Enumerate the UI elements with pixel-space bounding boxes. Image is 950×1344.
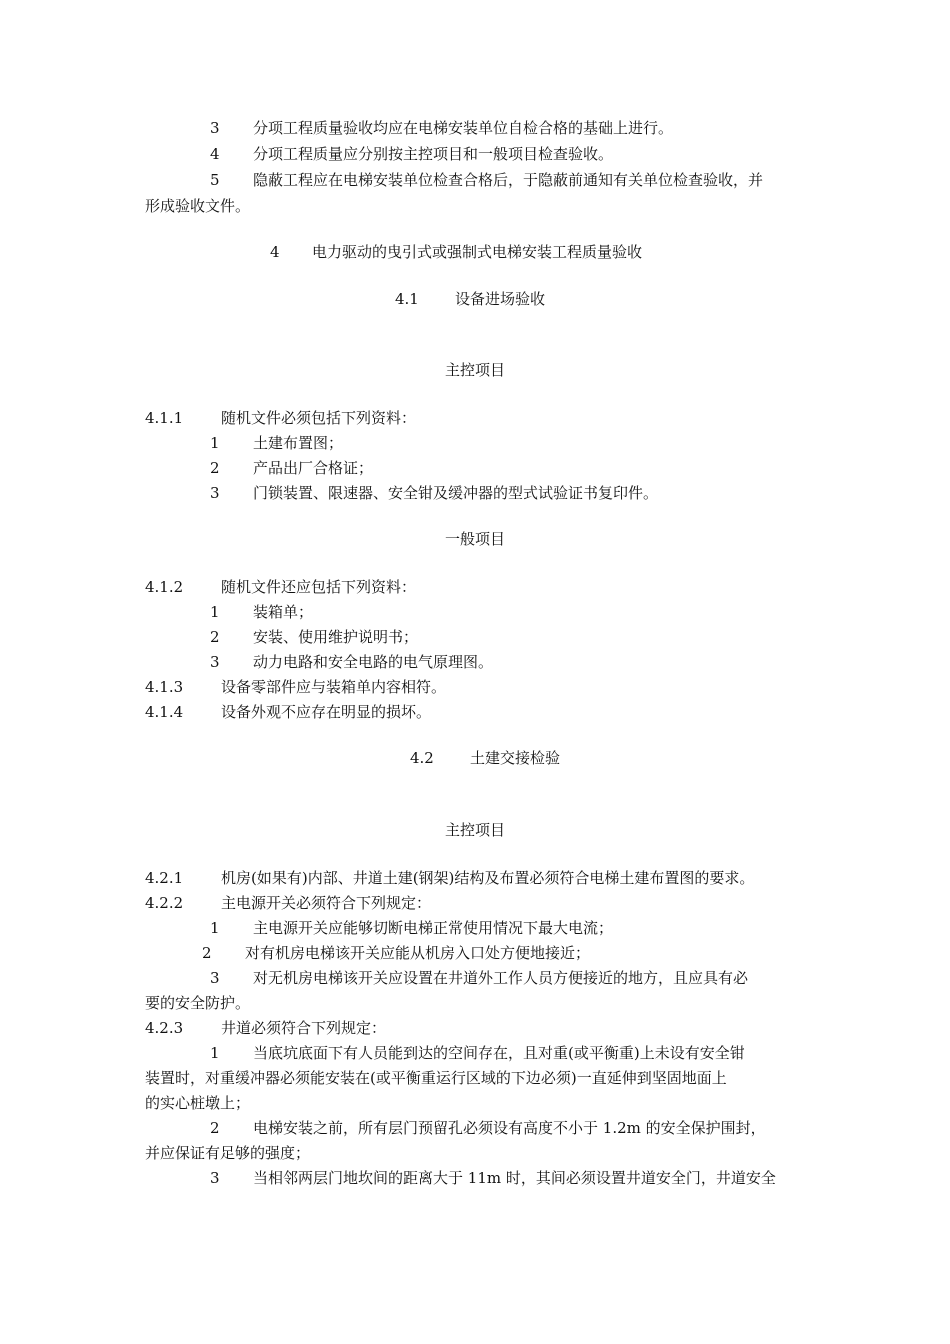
list-item: 3 动力电路和安全电路的电气原理图。 <box>210 653 494 671</box>
list-item: 3 分项工程质量验收均应在电梯安装单位自检合格的基础上进行。 <box>210 119 674 137</box>
list-item: 1 装箱单； <box>210 603 314 621</box>
clause: 4.1.1 随机文件必须包括下列资料： <box>145 409 417 427</box>
list-item-continuation: 要的安全防护。 <box>145 994 251 1012</box>
list-item: 2 安装、使用维护说明书； <box>210 628 419 646</box>
chapter-heading: 4 电力驱动的曳引式或强制式电梯安装工程质量验收 <box>270 243 643 261</box>
section-heading: 4.2 土建交接检验 <box>410 749 561 767</box>
clause: 4.2.2 主电源开关必须符合下列规定： <box>145 894 432 912</box>
clause: 4.2.3 井道必须符合下列规定： <box>145 1019 387 1037</box>
clause: 4.1.4 设备外观不应存在明显的损坏。 <box>145 703 432 721</box>
list-item-continuation: 装置时，对重缓冲器必须能安装在(或平衡重运行区域的下边必须)一直延伸到坚固地面上 <box>145 1069 727 1087</box>
list-item: 3 门锁装置、限速器、安全钳及缓冲器的型式试验证书复印件。 <box>210 484 659 502</box>
list-item-continuation: 形成验收文件。 <box>145 197 251 215</box>
group-heading: 主控项目 <box>444 361 505 379</box>
list-item: 1 土建布置图； <box>210 434 344 452</box>
group-heading: 主控项目 <box>444 821 505 839</box>
list-item: 5 隐蔽工程应在电梯安装单位检查合格后，于隐蔽前通知有关单位检查验收，并 <box>210 171 764 189</box>
list-item-continuation: 并应保证有足够的强度； <box>145 1144 311 1162</box>
clause: 4.1.3 设备零部件应与装箱单内容相符。 <box>145 678 447 696</box>
clause: 4.2.1 机房(如果有)内部、井道土建(钢架)结构及布置必须符合电梯土建布置图的要求。 <box>145 869 755 887</box>
list-item: 3 当相邻两层门地坎间的距离大于 11m 时，其间必须设置井道安全门，井道安全 <box>210 1169 776 1187</box>
list-item: 1 主电源开关应能够切断电梯正常使用情况下最大电流； <box>210 919 614 937</box>
section-heading: 4.1 设备进场验收 <box>395 290 546 308</box>
list-item: 4 分项工程质量应分别按主控项目和一般项目检查验收。 <box>210 145 614 163</box>
list-item: 2 对有机房电梯该开关应能从机房入口处方便地接近； <box>202 944 591 962</box>
list-item-continuation: 的实心桩墩上； <box>145 1094 251 1112</box>
group-heading: 一般项目 <box>444 530 505 548</box>
list-item: 2 电梯安装之前，所有层门预留孔必须设有高度不小于 1.2m 的安全保护围封， <box>210 1119 766 1137</box>
list-item: 1 当底坑底面下有人员能到达的空间存在，且对重(或平衡重)上未设有安全钳 <box>210 1044 745 1062</box>
clause: 4.1.2 随机文件还应包括下列资料： <box>145 578 417 596</box>
list-item: 3 对无机房电梯该开关应设置在井道外工作人员方便接近的地方，且应具有必 <box>210 969 749 987</box>
list-item: 2 产品出厂合格证； <box>210 459 374 477</box>
